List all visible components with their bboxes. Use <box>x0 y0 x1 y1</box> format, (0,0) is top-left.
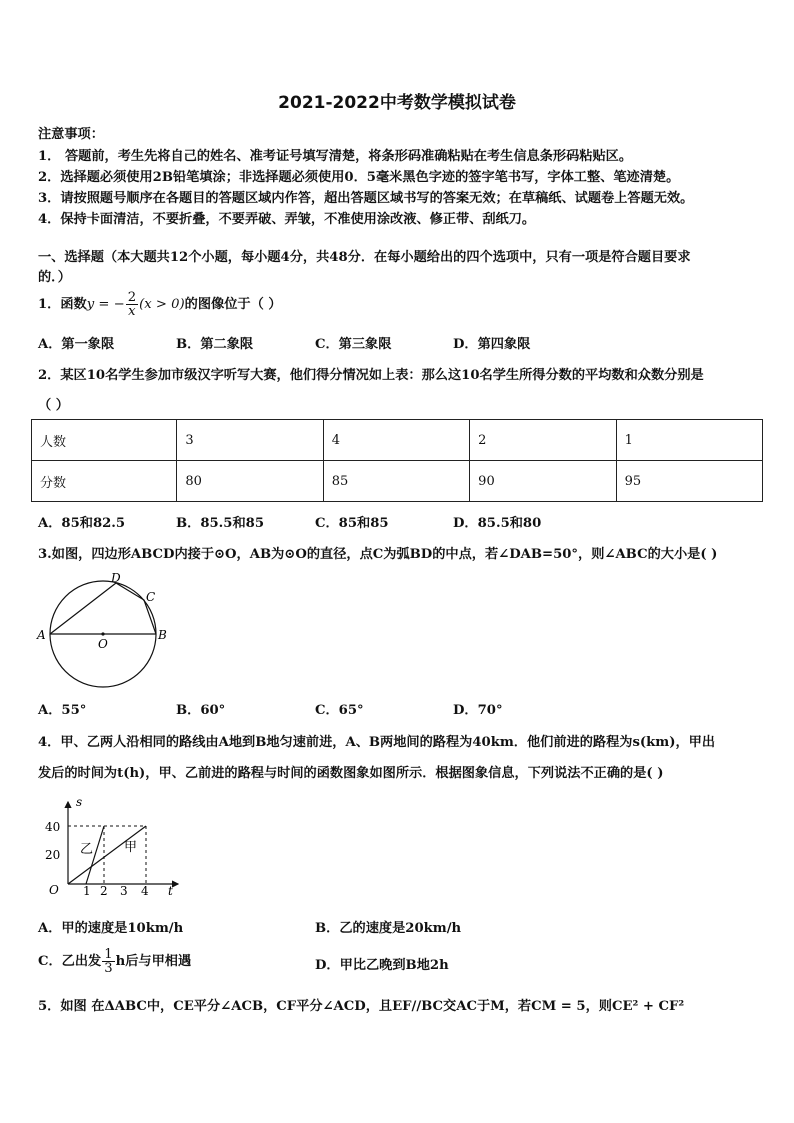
t-label: t <box>168 884 173 896</box>
table-cell: 1 <box>616 420 762 461</box>
page-title: 2021-2022中考数学模拟试卷 <box>278 93 516 113</box>
table-cell: 90 <box>470 461 616 502</box>
label-b: B <box>158 628 167 642</box>
q2-option-d[interactable]: D．85.5和80 <box>453 516 542 531</box>
q4-option-c[interactable] <box>38 945 191 979</box>
fraction-numerator: 1 <box>104 947 113 962</box>
tick-1: 1 <box>83 884 91 896</box>
q4-option-c-suffix: h后与甲相遇 <box>115 954 192 969</box>
q4-option-c-fraction <box>102 948 114 975</box>
distance-time-graph <box>38 796 188 896</box>
q2-option-c[interactable]: C．85和85 <box>315 516 389 531</box>
center-point <box>101 632 104 635</box>
notice-item: 1． 答题前，考生先将自己的姓名、准考证号填写清楚，将条形码准确粘贴在考生信息条形码粘贴区。 <box>38 149 633 164</box>
q2-option-a[interactable]: A．85和82.5 <box>38 516 126 531</box>
q1-option-a[interactable]: A．第一象限 <box>38 337 115 352</box>
fraction-denominator: 3 <box>104 961 113 976</box>
tick-20: 20 <box>45 848 61 862</box>
notice-item: 3．请按照题号顺序在各题目的答题区域内作答，超出答题区域书写的答案无效；在草稿纸、试题卷上答题无效。 <box>38 191 694 206</box>
label-a: A <box>37 628 46 642</box>
table-cell: 2 <box>470 420 616 461</box>
q4-option-d[interactable]: D．甲比乙晚到B地2h <box>315 958 449 973</box>
question-5: 5．如图 在ΔABC中，CE平分∠ACB，CF平分∠ACD，且EF//BC交AC于M，若CM = 5，则CE² + CF² <box>38 999 685 1014</box>
score-table <box>31 419 763 502</box>
origin-label: O <box>49 883 59 896</box>
table-cell: 95 <box>616 461 762 502</box>
circle-figure <box>30 568 170 693</box>
tick-40: 40 <box>45 820 61 834</box>
q4-option-c-prefix: C．乙出发 <box>38 954 102 969</box>
question-2-cont: （ ） <box>38 398 69 413</box>
q1-option-b[interactable]: B．第二象限 <box>176 337 254 352</box>
q4-option-a[interactable]: A．甲的速度是10km/h <box>38 921 184 936</box>
table-row <box>32 420 763 461</box>
table-cell: 4 <box>323 420 469 461</box>
table-row <box>32 461 763 502</box>
label-jia: 甲 <box>124 840 138 855</box>
s-label: s <box>76 796 83 809</box>
q1-option-c[interactable]: C．第三象限 <box>315 337 392 352</box>
quadrilateral-sides <box>50 583 156 634</box>
label-d: D <box>111 571 121 585</box>
q1-denominator: x <box>128 304 136 319</box>
section-heading-cont: 的．） <box>38 270 71 285</box>
table-cell: 80 <box>177 461 323 502</box>
q3-option-a[interactable]: A．55° <box>38 703 87 718</box>
tick-2: 2 <box>100 884 108 896</box>
label-c: C <box>146 590 156 604</box>
q1-eq: = − <box>94 297 125 312</box>
question-1 <box>38 291 282 318</box>
q1-condition: (x > 0) <box>139 297 185 312</box>
q4-option-b[interactable]: B．乙的速度是20km/h <box>315 921 462 936</box>
q1-y: y <box>86 297 95 312</box>
section-heading: 一、选择题（本大题共12个小题，每小题4分，共48分．在每小题给出的四个选项中，只有一项是符合题目要求 <box>38 250 691 265</box>
q1-prefix: 1．函数 <box>38 297 87 312</box>
table-cell: 85 <box>323 461 469 502</box>
question-2: 2．某区10名学生参加市级汉字听写大赛，他们得分情况如上表：那么这10名学生所得分数的平均数和众数分别是 <box>38 368 704 383</box>
notice-item: 4．保持卡面清洁，不要折叠，不要弄破、弄皱，不准使用涂改液、修正带、刮纸刀。 <box>38 212 536 227</box>
question-3: 3.如图，四边形ABCD内接于⊙O，AB为⊙O的直径，点C为弧BD的中点，若∠DAB=50°，则∠ABC的大小是( ) <box>38 547 718 562</box>
tick-3: 3 <box>120 884 128 896</box>
question-4-cont: 发后的时间为t(h)，甲、乙前进的路程与时间的函数图象如图所示．根据图象信息，下列说法不正确的是( ) <box>38 766 664 781</box>
q2-option-b[interactable]: B．85.5和85 <box>176 516 264 531</box>
q1-suffix: 的图像位于（ ） <box>184 297 282 312</box>
q3-option-b[interactable]: B．60° <box>176 703 226 718</box>
q3-option-d[interactable]: D．70° <box>453 703 503 718</box>
question-4: 4．甲、乙两人沿相同的路线由A地到B地匀速前进，A、B两地间的路程为40km．他们前进的路程为s(km)，甲出 <box>38 735 716 750</box>
notice-item: 2．选择题必须使用2B铅笔填涂；非选择题必须使用0．5毫米黑色字迹的签字笔书写，字体工整、笔迹清楚。 <box>38 170 680 185</box>
label-o: O <box>98 637 108 651</box>
q1-option-d[interactable]: D．第四象限 <box>453 337 531 352</box>
label-yi: 乙 <box>80 842 94 857</box>
table-cell: 人数 <box>32 420 177 461</box>
tick-4: 4 <box>141 884 149 896</box>
table-cell: 3 <box>177 420 323 461</box>
table-cell: 分数 <box>32 461 177 502</box>
notice-heading: 注意事项： <box>38 127 104 142</box>
q3-option-c[interactable]: C．65° <box>315 703 364 718</box>
q1-numerator: 2 <box>127 290 137 305</box>
q1-fraction <box>126 291 138 318</box>
